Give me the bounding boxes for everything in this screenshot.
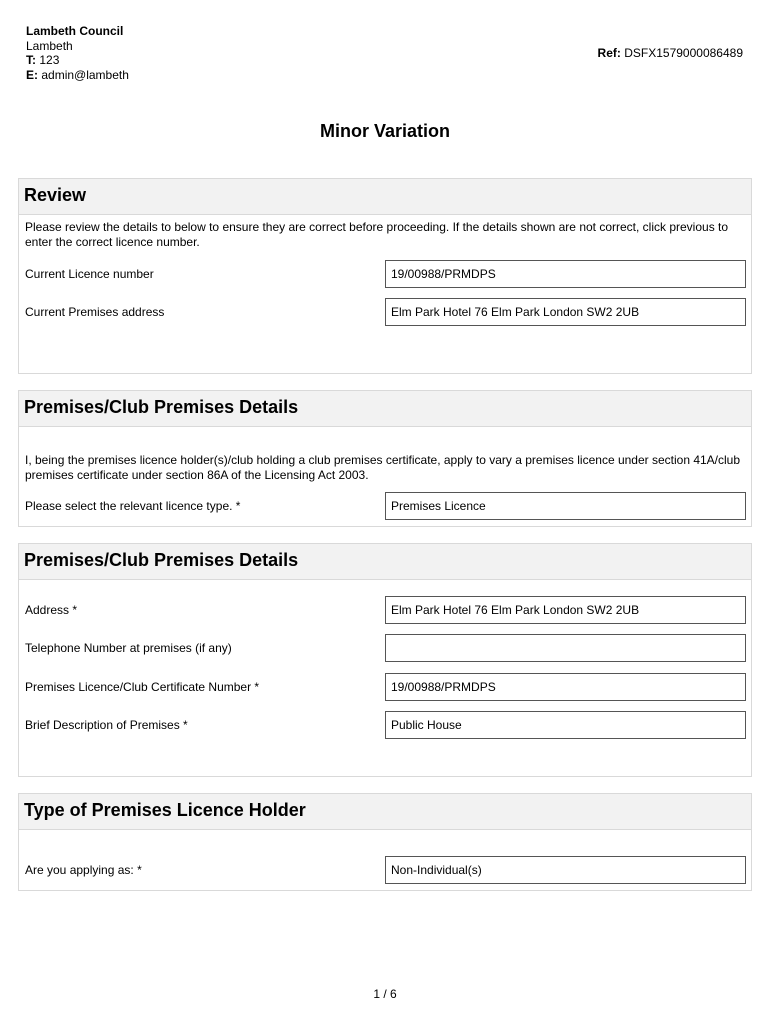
ref-label: Ref: xyxy=(597,46,621,60)
certificate-number-field[interactable]: 19/00988/PRMDPS xyxy=(385,673,746,701)
ref-value: DSFX1579000086489 xyxy=(624,46,743,60)
review-heading: Review xyxy=(19,179,751,215)
premises-details-section xyxy=(18,543,752,777)
email-label: E: xyxy=(26,67,38,82)
phone-value: 123 xyxy=(39,53,60,67)
premises-description-label: Brief Description of Premises * xyxy=(25,718,188,732)
org-name: Lambeth Council xyxy=(26,24,124,38)
premises-phone-label: Telephone Number at premises (if any) xyxy=(25,641,232,655)
licence-type-intro: I, being the premises licence holder(s)/club holding a club premises certificate, apply to vary a premises licence under section 41A/club premises certificate under section 86A of the Licensing Act 2003. xyxy=(25,453,741,482)
licence-type-section xyxy=(18,390,752,527)
review-intro: Please review the details to below to ensure they are correct before proceeding. If the details shown are not correct, click previous to enter the correct licence number. xyxy=(25,220,729,249)
licence-type-heading: Premises/Club Premises Details xyxy=(19,391,751,427)
licence-type-label: Please select the relevant licence type. * xyxy=(25,499,241,513)
page-number: 1 / 6 xyxy=(373,987,397,1001)
document-title: Minor Variation xyxy=(319,121,451,141)
holder-type-section xyxy=(18,793,752,891)
org-area: Lambeth xyxy=(26,38,73,53)
organisation-block xyxy=(26,24,129,82)
reference xyxy=(598,46,743,60)
applying-as-field[interactable]: Non-Individual(s) xyxy=(385,856,746,884)
phone-label: T: xyxy=(26,53,36,67)
premises-address-label: Address * xyxy=(25,603,78,617)
current-address-label: Current Premises address xyxy=(25,305,165,319)
holder-type-heading: Type of Premises Licence Holder xyxy=(19,794,751,830)
current-address-field[interactable]: Elm Park Hotel 76 Elm Park London SW2 2UB xyxy=(385,298,746,326)
org-phone xyxy=(26,53,129,68)
email-value: admin@lambeth xyxy=(41,67,129,82)
premises-phone-field[interactable] xyxy=(385,634,746,662)
certificate-number-label: Premises Licence/Club Certificate Number * xyxy=(25,680,260,694)
premises-address-field[interactable]: Elm Park Hotel 76 Elm Park London SW2 2UB xyxy=(385,596,746,624)
current-licence-field[interactable]: 19/00988/PRMDPS xyxy=(385,260,746,288)
review-section xyxy=(18,178,752,374)
org-email xyxy=(26,68,129,83)
applying-as-label: Are you applying as: * xyxy=(25,863,142,877)
current-licence-label: Current Licence number xyxy=(25,267,154,281)
premises-details-heading: Premises/Club Premises Details xyxy=(19,544,751,580)
licence-type-field[interactable]: Premises Licence xyxy=(385,492,746,520)
premises-description-field[interactable]: Public House xyxy=(385,711,746,739)
